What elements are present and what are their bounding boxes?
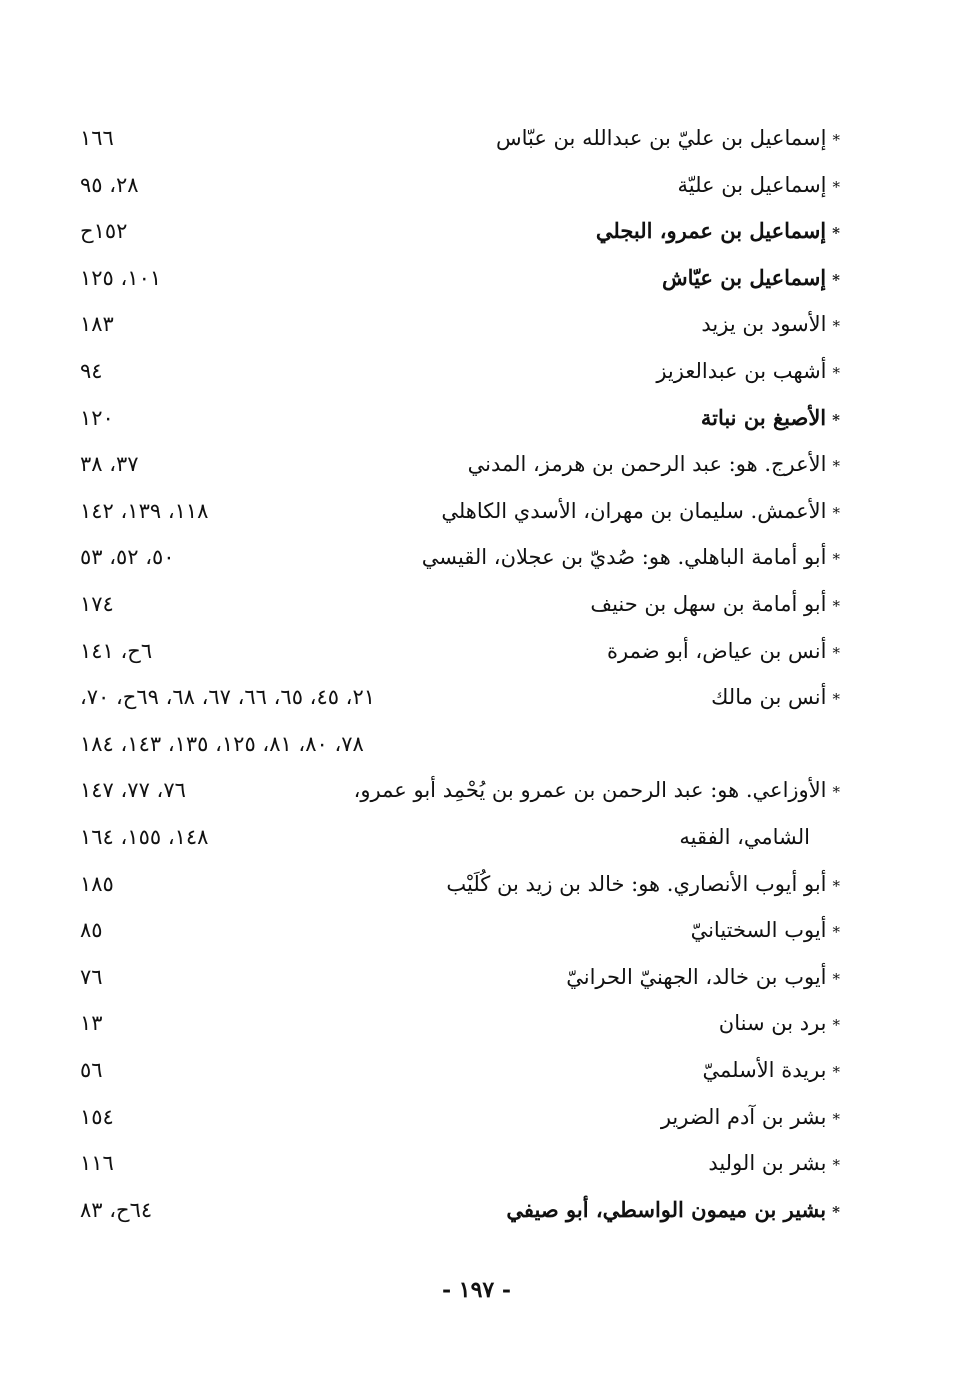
entry-page-refs: ٢٨، ٩٥ (80, 172, 139, 197)
entry-name-text: أنس بن مالك (711, 685, 827, 710)
bullet-star-icon: * (832, 364, 840, 382)
bullet-star-icon: * (832, 1016, 840, 1035)
index-entry (80, 1003, 840, 1043)
entry-name (446, 864, 840, 906)
entry-name-text: أيوب بن خالد، الجهنيّ الحرانيّ (566, 964, 827, 989)
entry-page-refs: ١٢٠ (80, 405, 114, 430)
bullet-star-icon: * (832, 597, 840, 615)
bullet-star-icon: * (832, 923, 840, 942)
bullet-star-icon: * (832, 131, 840, 149)
bullet-star-icon: * (832, 1063, 840, 1081)
bullet-star-icon: * (832, 177, 840, 196)
bullet-star-icon: * (832, 1156, 840, 1175)
entry-page-refs: ١٣ (80, 1011, 103, 1036)
entry-name-text: برد بن سنان (718, 1011, 827, 1036)
index-entry (80, 444, 840, 484)
entry-name (441, 491, 840, 533)
entry-name-text: الشامي، الفقيه (679, 825, 810, 849)
entry-page-refs: ١١٨، ١٣٩، ١٤٢ (80, 498, 209, 523)
entry-name-text: إسماعيل بن عمرو، البجلي (595, 218, 827, 244)
bullet-star-icon: * (832, 457, 840, 476)
entry-page-refs: ٢١، ٤٥، ٦٥، ٦٦، ٦٧، ٦٨، ٦٩ح، ٧٠، (80, 685, 376, 710)
entry-page-refs: ٩٤ (80, 359, 103, 383)
entry-page-refs: ٦٤ح، ٨٣ (80, 1197, 153, 1222)
entry-name-text: الأسود بن يزيد (701, 312, 827, 337)
index-entry (80, 584, 840, 624)
entry-page-refs: ١٧٤ (80, 592, 114, 616)
entry-page-refs: ٧٦ (80, 964, 103, 989)
entry-page-refs: ٥٠، ٥٢، ٥٣ (80, 545, 175, 570)
entry-name-text: أبو أمامة الباهلي. هو: صُديّ بن عجلان، القيسي (421, 545, 827, 570)
entry-name-text: الأعرج. هو: عبد الرحمن بن هرمز، المدني (467, 452, 827, 477)
index-entry (80, 351, 840, 391)
entry-name (506, 1190, 840, 1232)
entry-name-text: إسماعيل بن عليّة (677, 172, 827, 197)
entry-page-refs: ٥٦ (80, 1058, 103, 1082)
index-entry (80, 631, 840, 671)
bullet-star-icon: * (832, 270, 840, 289)
index-entry (80, 118, 840, 158)
index-entry (80, 165, 840, 205)
index-entry (80, 211, 840, 251)
bullet-star-icon: * (832, 643, 840, 662)
entry-name-text: الأعمش. سليمان بن مهران، الأسدي الكاهلي (441, 498, 827, 523)
entry-name-text: بشير بن ميمون الواسطي، أبو صيفي (506, 1196, 827, 1222)
entry-page-refs: ١٨٣ (80, 312, 114, 337)
index-entry (80, 910, 840, 950)
entry-page-refs: ٣٧، ٣٨ (80, 452, 139, 477)
entry-name-text: أبو أمامة بن سهل بن حنيف (590, 592, 827, 616)
entry-name (662, 258, 840, 300)
entry-name (496, 118, 840, 160)
entry-name-text: بشر بن آدم الضرير (660, 1104, 827, 1129)
bullet-star-icon: * (832, 224, 840, 243)
index-entry (80, 537, 840, 577)
bullet-star-icon: * (832, 690, 840, 709)
entry-name-text: أيوب السختيانيّ (690, 918, 827, 943)
index-entry (80, 1097, 840, 1137)
index-entry (80, 1143, 840, 1183)
bullet-star-icon: * (832, 410, 840, 429)
bullet-star-icon: * (832, 969, 840, 988)
entry-name-text: أشهب بن عبدالعزيز (656, 359, 827, 383)
entry-name (719, 1003, 840, 1045)
entry-page-refs: ١٠١، ١٢٥ (80, 265, 162, 290)
index-entry (80, 1190, 840, 1230)
entry-name (656, 351, 840, 393)
entry-name (590, 584, 840, 626)
entry-name-text: الأوزاعي. هو: عبد الرحمن بن عمرو بن يُحْمِد أبو عمرو، (353, 778, 827, 803)
entry-name (691, 910, 840, 952)
bullet-star-icon: * (832, 1202, 840, 1221)
index-entry (80, 304, 840, 344)
bullet-star-icon: * (832, 317, 840, 336)
index-entry (80, 724, 840, 764)
index-entry (80, 258, 840, 298)
entry-name-text: إسماعيل بن عليّ بن عبدالله بن عبّاس (495, 126, 827, 150)
entry-page-refs: ٨٥ (80, 918, 103, 943)
entry-name (701, 398, 840, 440)
index-entry (80, 1050, 840, 1090)
entry-name-text: الأصبغ بن نباتة (700, 404, 827, 430)
bullet-star-icon: * (832, 1109, 840, 1128)
entry-name-text: بشر بن الوليد (708, 1151, 827, 1176)
entry-name (703, 1050, 840, 1092)
entry-name (708, 1143, 840, 1185)
entry-name-text: إسماعيل بن عيّاش (662, 264, 827, 290)
entry-name (422, 537, 840, 579)
index-entry (80, 957, 840, 997)
entry-page-refs: ١٦٦ (80, 126, 114, 150)
entry-name (566, 957, 840, 999)
entry-name (679, 817, 810, 857)
entry-page-refs: ٧٨، ٨٠، ٨١، ١٢٥، ١٣٥، ١٤٣، ١٨٤ (80, 731, 364, 756)
index-entry (80, 677, 840, 717)
entry-name (711, 677, 840, 719)
entry-name (596, 211, 840, 253)
entry-page-refs: ٧٦، ٧٧، ١٤٧ (80, 778, 186, 803)
index-entry (80, 770, 840, 810)
index-entry (80, 491, 840, 531)
entry-page-refs: ١١٦ (80, 1151, 114, 1176)
entry-name-text: بريدة الأسلميّ (702, 1058, 827, 1082)
bullet-star-icon: * (832, 550, 840, 569)
page-number: - ١٩٧ - (441, 1277, 512, 1303)
entry-name (661, 1097, 840, 1139)
entry-name (607, 631, 840, 673)
entry-name (701, 304, 840, 346)
entry-name (354, 770, 840, 812)
entry-page-refs: ١٤٨، ١٥٥، ١٦٤ (80, 825, 209, 849)
bullet-star-icon: * (832, 783, 840, 802)
index-entry (80, 864, 840, 904)
entry-name (678, 165, 841, 207)
bullet-star-icon: * (832, 503, 840, 522)
index-entry (80, 817, 840, 857)
entry-page-refs: ١٥٤ (80, 1104, 114, 1129)
entry-name (468, 444, 840, 486)
index-entry (80, 398, 840, 438)
entry-page-refs: ١٨٥ (80, 871, 114, 896)
entry-page-refs: ٦ح، ١٤١ (80, 638, 153, 663)
bullet-star-icon: * (832, 876, 840, 895)
entry-name-text: أنس بن عياض، أبو ضمرة (606, 638, 827, 663)
entry-page-refs: ١٥٢ح (80, 219, 128, 244)
entry-name-text: أبو أيوب الأنصاري. هو: خالد بن زيد بن كُلَيْب (446, 871, 827, 896)
